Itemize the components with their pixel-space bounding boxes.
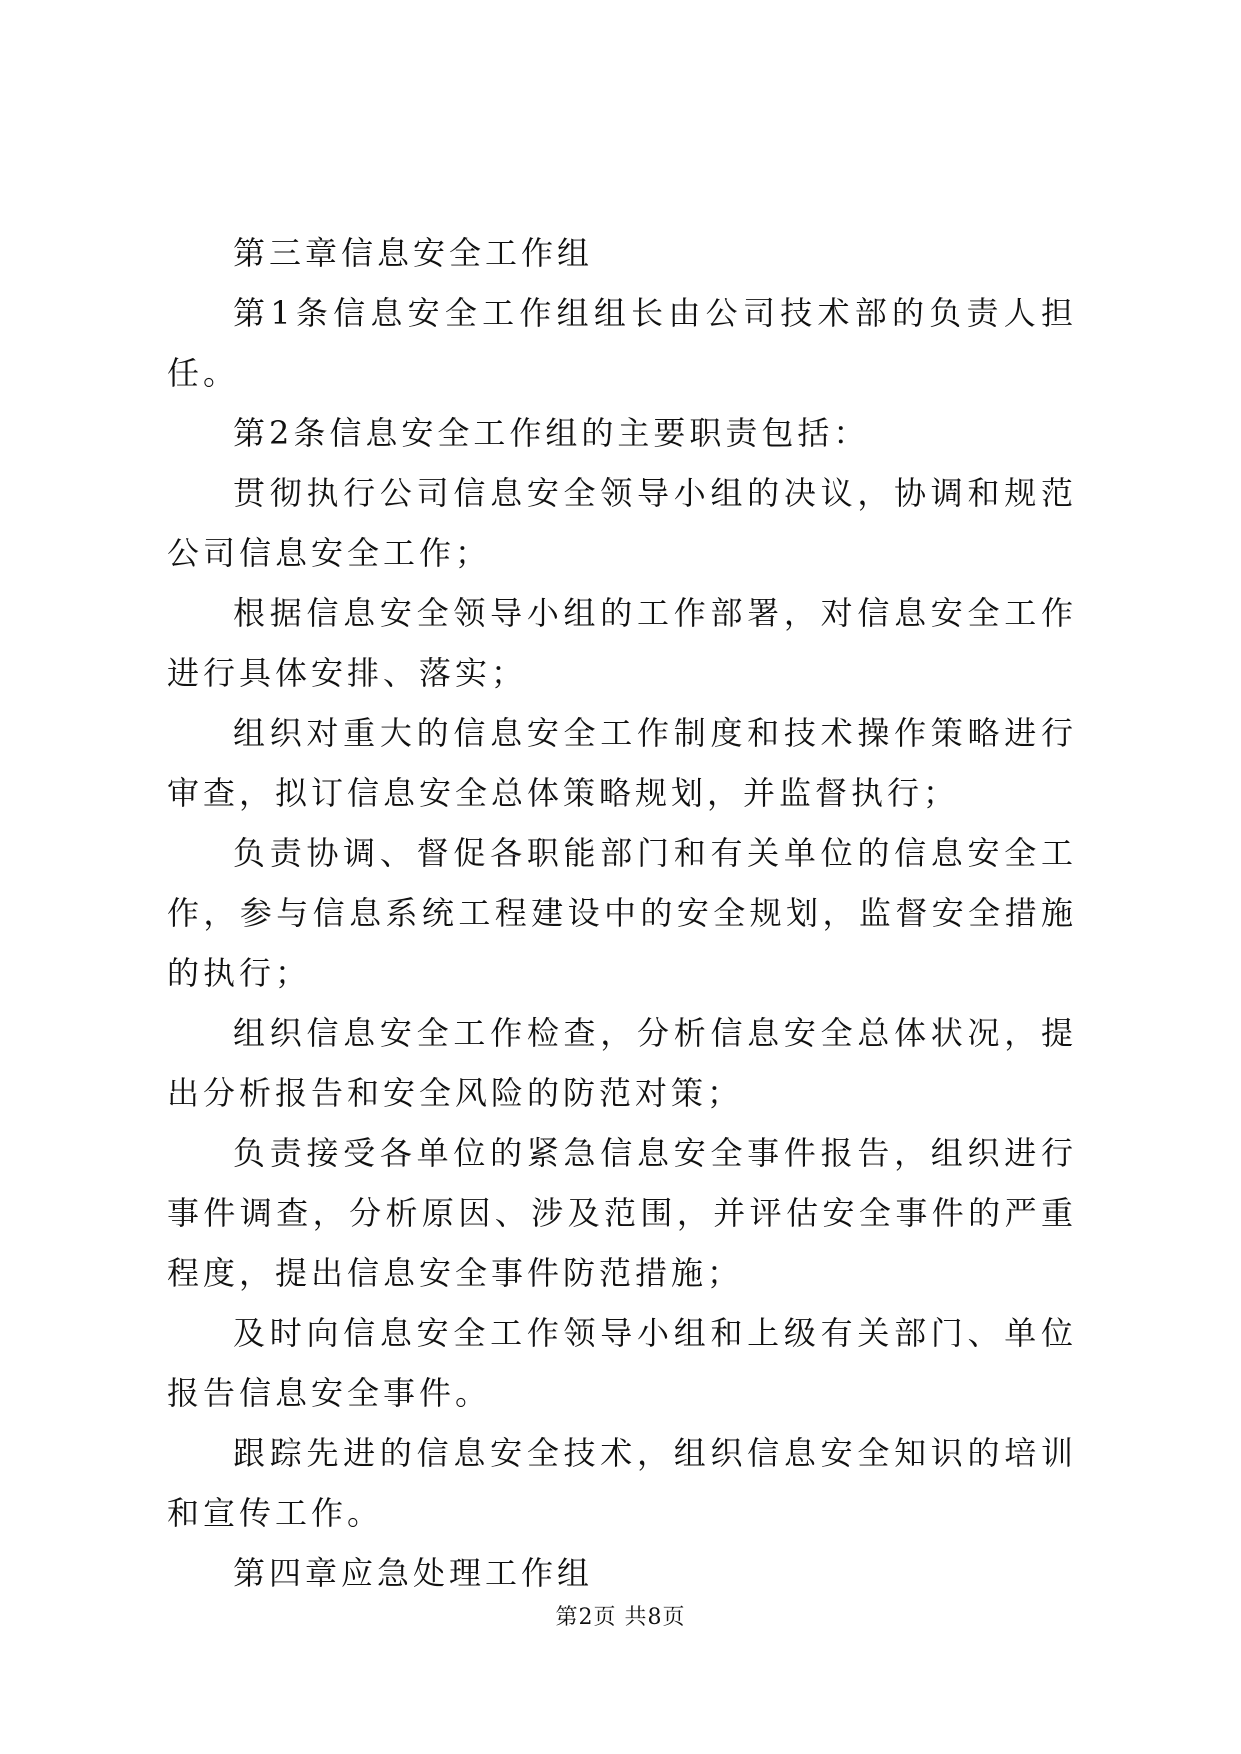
paragraph: 第1条信息安全工作组组长由公司技术部的负责人担任。 xyxy=(167,294,1077,392)
page-footer: 第2页 共8页 xyxy=(555,1605,686,1630)
paragraph: 第2条信息安全工作组的主要职责包括： xyxy=(233,414,870,452)
chapter-heading: 第三章信息安全工作组 xyxy=(233,234,594,272)
paragraph: 根据信息安全领导小组的工作部署，对信息安全工作进行具体安排、落实； xyxy=(167,594,1077,692)
document-body xyxy=(167,223,1077,1603)
paragraph: 贯彻执行公司信息安全领导小组的决议，协调和规范公司信息安全工作； xyxy=(167,474,1077,572)
paragraph: 及时向信息安全工作领导小组和上级有关部门、单位报告信息安全事件。 xyxy=(167,1314,1077,1412)
paragraph: 组织信息安全工作检查，分析信息安全总体状况，提出分析报告和安全风险的防范对策； xyxy=(167,1014,1077,1112)
chapter-heading: 第四章应急处理工作组 xyxy=(233,1554,594,1592)
paragraph: 跟踪先进的信息安全技术，组织信息安全知识的培训和宣传工作。 xyxy=(167,1434,1077,1532)
paragraph: 组织对重大的信息安全工作制度和技术操作策略进行审查，拟订信息安全总体策略规划，并监督执行； xyxy=(167,714,1077,812)
paragraph: 负责接受各单位的紧急信息安全事件报告，组织进行事件调查，分析原因、涉及范围，并评估安全事件的严重程度，提出信息安全事件防范措施； xyxy=(167,1134,1077,1292)
paragraph: 负责协调、督促各职能部门和有关单位的信息安全工作，参与信息系统工程建设中的安全规划，监督安全措施的执行； xyxy=(167,834,1077,992)
